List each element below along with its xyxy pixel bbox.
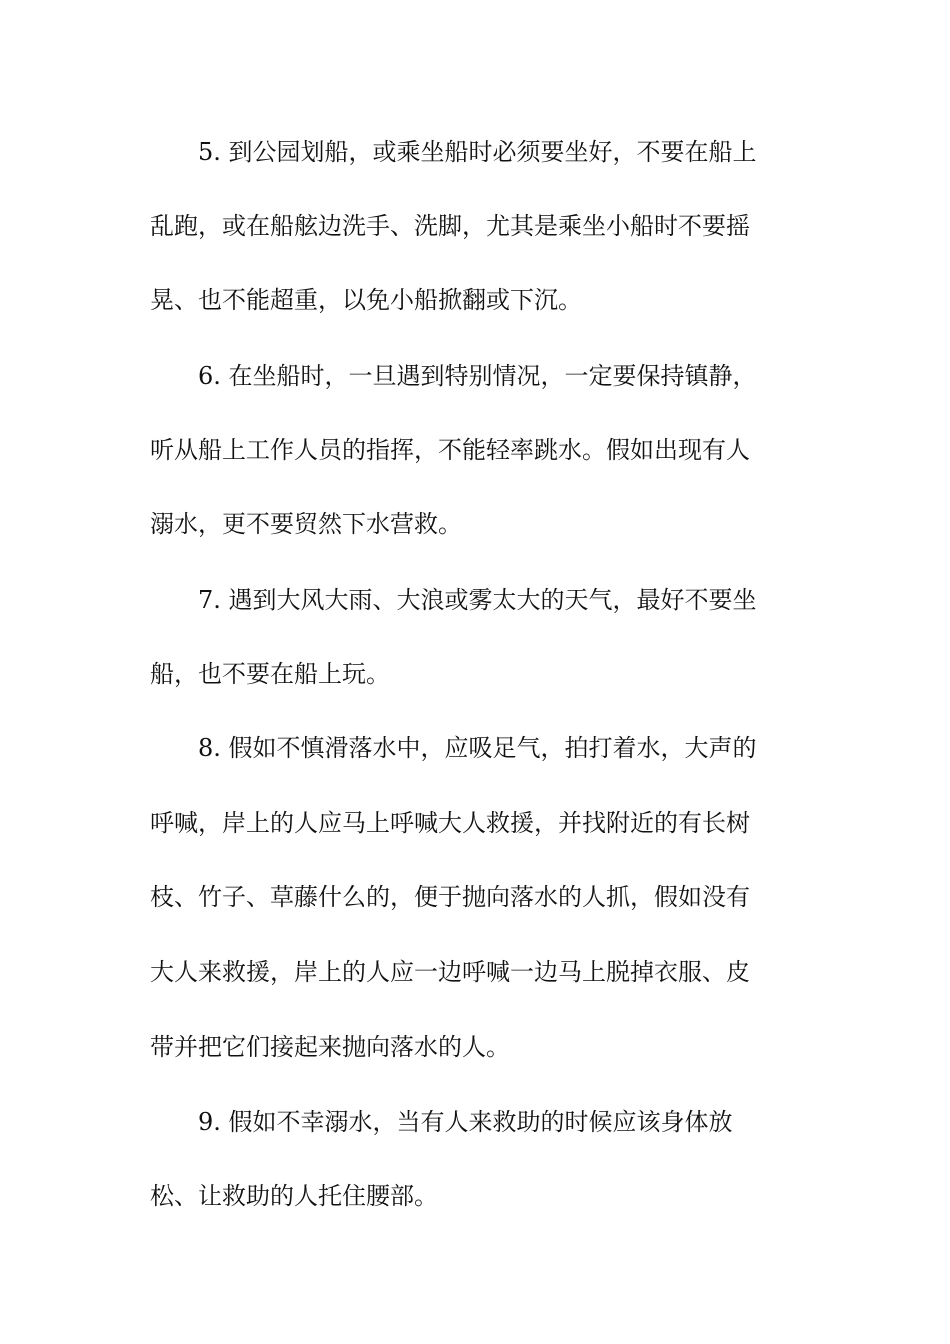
line-text: 大人来救援，岸上的人应一边呼喊一边马上脱掉衣服、皮 <box>150 958 750 986</box>
paragraph-8-line-1 <box>0 728 950 768</box>
paragraph-6-line-3 <box>0 504 950 544</box>
paragraph-6-line-2 <box>0 430 950 470</box>
line-text: 7. 遇到大风大雨、大浪或雾太大的天气，最好不要坐 <box>198 586 757 614</box>
paragraph-9-line-2 <box>0 1176 950 1216</box>
line-text: 6. 在坐船时，一旦遇到特别情况，一定要保持镇静， <box>198 362 757 390</box>
paragraph-9-line-1 <box>0 1102 950 1142</box>
paragraph-8-line-2 <box>0 803 950 843</box>
line-text: 9. 假如不幸溺水，当有人来救助的时候应该身体放 <box>198 1108 733 1136</box>
paragraph-8-line-4 <box>0 952 950 992</box>
paragraph-8-line-5 <box>0 1027 950 1067</box>
line-text: 5. 到公园划船，或乘坐船时必须要坐好，不要在船上 <box>198 138 757 166</box>
paragraph-5-line-1 <box>0 132 950 172</box>
paragraph-5-line-3 <box>0 280 950 320</box>
paragraph-7-line-1 <box>0 580 950 620</box>
line-text: 乱跑，或在船舷边洗手、洗脚，尤其是乘坐小船时不要摇 <box>150 212 750 240</box>
line-text: 呼喊，岸上的人应马上呼喊大人救援，并找附近的有长树 <box>150 809 750 837</box>
paragraph-5-line-2 <box>0 206 950 246</box>
paragraph-7-line-2 <box>0 654 950 694</box>
line-text: 带并把它们接起来抛向落水的人。 <box>150 1033 510 1061</box>
paragraph-6-line-1 <box>0 356 950 396</box>
line-text: 枝、竹子、草藤什么的，便于抛向落水的人抓，假如没有 <box>150 883 750 911</box>
line-text: 8. 假如不慎滑落水中，应吸足气，拍打着水，大声的 <box>198 734 757 762</box>
line-text: 晃、也不能超重，以免小船掀翻或下沉。 <box>150 286 582 314</box>
line-text: 松、让救助的人托住腰部。 <box>150 1182 438 1210</box>
line-text: 溺水，更不要贸然下水营救。 <box>150 510 462 538</box>
line-text: 听从船上工作人员的指挥，不能轻率跳水。假如出现有人 <box>150 436 750 464</box>
paragraph-8-line-3 <box>0 877 950 917</box>
line-text: 船，也不要在船上玩。 <box>150 660 390 688</box>
